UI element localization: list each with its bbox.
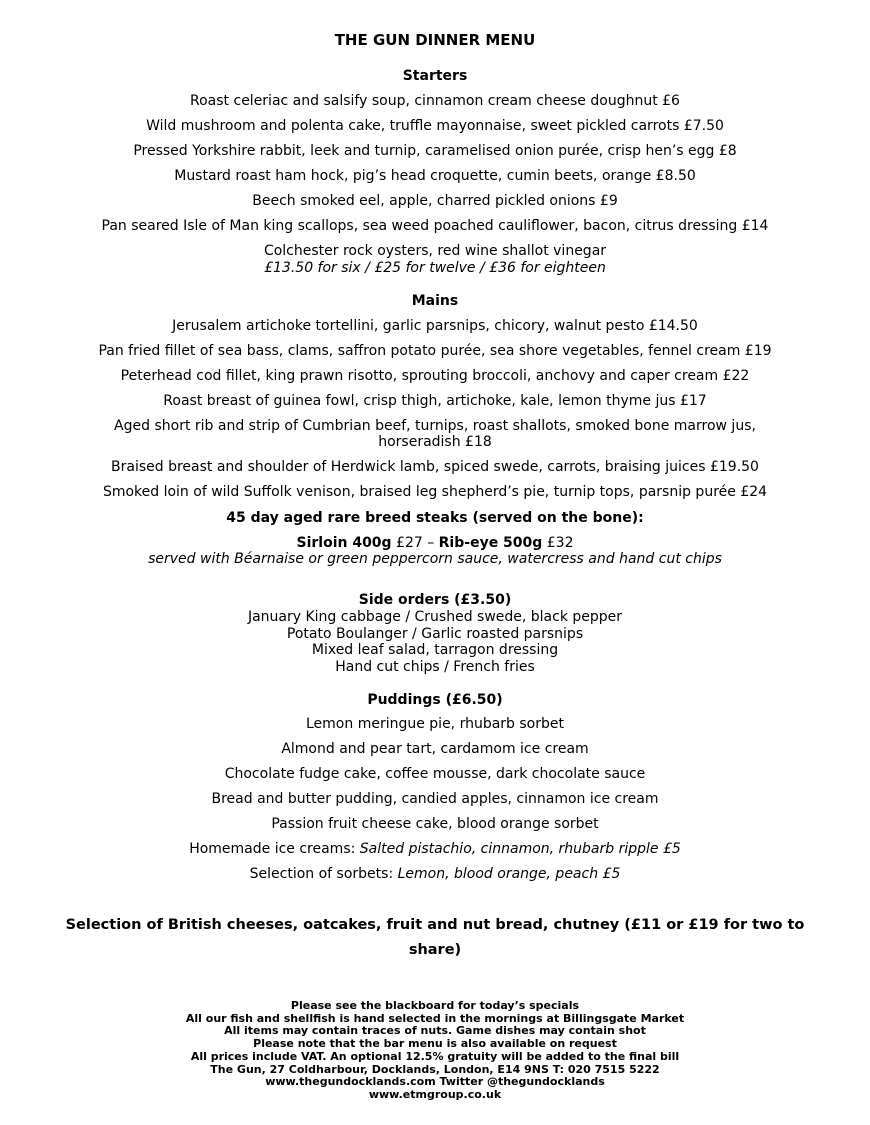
starter-item: Mustard roast ham hock, pig’s head croquette, cumin beets, orange £8.50 [174, 168, 696, 184]
ice-cream-flavours: Salted pistachio, cinnamon, rhubarb ripple £5 [359, 841, 681, 857]
cheese-selection: Selection of British cheeses, oatcakes, fruit and nut bread, chutney (£11 or £19 for two to share) [65, 917, 805, 958]
steak-options [0, 535, 870, 552]
pudding-item: Lemon meringue pie, rhubarb sorbet [306, 716, 564, 732]
footer-line: All prices include VAT. An optional 12.5% gratuity will be added to the final bill [190, 1049, 680, 1063]
footer-line: All items may contain traces of nuts. Game dishes may contain shot [224, 1024, 646, 1038]
sorbet-label: Selection of sorbets: [249, 866, 394, 882]
steak-served-with: served with Béarnaise or green peppercorn sauce, watercress and hand cut chips [148, 551, 722, 567]
side-item: January King cabbage / Crushed swede, black pepper [247, 609, 623, 625]
steaks-heading: 45 day aged rare breed steaks (served on the bone): [226, 510, 644, 526]
ribeye-label: Rib-eye 500g [438, 535, 543, 551]
footer-group-website: www.etmgroup.co.uk [368, 1087, 502, 1101]
side-item: Potato Boulanger / Garlic roasted parsnips [286, 625, 584, 642]
starter-item: Pressed Yorkshire rabbit, leek and turnip, caramelised onion purée, crisp hen’s egg £8 [133, 143, 737, 159]
sirloin-price: £27 – [396, 535, 435, 551]
sirloin-label: Sirloin 400g [296, 535, 392, 551]
main-item: Pan fried fillet of sea bass, clams, saffron potato purée, sea shore vegetables, fennel cream £19 [98, 343, 772, 359]
footer-address: The Gun, 27 Coldharbour, Docklands, London, E14 9NS T: 020 7515 5222 [210, 1062, 660, 1076]
footer-line: Please see the blackboard for today’s specials [290, 999, 580, 1012]
pudding-item: Chocolate fudge cake, coffee mousse, dark chocolate sauce [224, 766, 646, 782]
main-item: Braised breast and shoulder of Herdwick lamb, spiced swede, carrots, braising juices £19.50 [111, 459, 759, 475]
mains-heading: Mains [411, 293, 459, 309]
main-item: Jerusalem artichoke tortellini, garlic parsnips, chicory, walnut pesto £14.50 [172, 318, 698, 334]
puddings-heading: Puddings (£6.50) [367, 692, 503, 708]
main-item: Roast breast of guinea fowl, crisp thigh, artichoke, kale, lemon thyme jus £17 [163, 393, 707, 409]
sides-heading: Side orders (£3.50) [358, 592, 512, 608]
ice-cream-item [0, 841, 870, 858]
menu-title: THE GUN DINNER MENU [334, 31, 536, 49]
sides-list [0, 609, 870, 676]
ribeye-price: £32 [546, 535, 574, 551]
ice-cream-label: Homemade ice creams: [189, 841, 356, 857]
starters-heading: Starters [402, 68, 468, 84]
footer-line: All our fish and shellfish is hand selected in the mornings at Billingsgate Market [185, 1011, 685, 1025]
pudding-item: Passion fruit cheese cake, blood orange sorbet [271, 816, 599, 832]
pudding-item: Almond and pear tart, cardamom ice cream [281, 741, 589, 757]
sorbet-item [0, 866, 870, 883]
starter-item: Colchester rock oysters, red wine shallot vinegar [263, 243, 607, 259]
starter-item: Roast celeriac and salsify soup, cinnamon cream cheese doughnut £6 [190, 93, 680, 109]
oyster-prices: £13.50 for six / £25 for twelve / £36 for eighteen [264, 260, 606, 276]
side-item: Hand cut chips / French fries [335, 659, 535, 676]
footer-website-twitter: www.thegundocklands.com Twitter @thegundocklands [265, 1075, 605, 1089]
side-item: Mixed leaf salad, tarragon dressing [311, 642, 559, 659]
main-item: Peterhead cod fillet, king prawn risotto, sprouting broccoli, anchovy and caper cream £22 [120, 368, 750, 384]
starter-item: Pan seared Isle of Man king scallops, sea weed poached cauliflower, bacon, citrus dressing £14 [101, 218, 769, 234]
starter-item: Wild mushroom and polenta cake, truffle mayonnaise, sweet pickled carrots £7.50 [146, 118, 724, 134]
footer-notes [0, 1000, 870, 1102]
main-item-continued: horseradish £18 [378, 434, 492, 450]
main-item: Smoked loin of wild Suffolk venison, braised leg shepherd’s pie, turnip tops, parsnip purée £24 [102, 484, 768, 500]
main-item: Aged short rib and strip of Cumbrian beef, turnips, roast shallots, smoked bone marrow jus, [114, 418, 756, 434]
starter-item: Beech smoked eel, apple, charred pickled onions £9 [252, 193, 618, 209]
sorbet-flavours: Lemon, blood orange, peach £5 [397, 866, 621, 882]
footer-line: Please note that the bar menu is also available on request [253, 1037, 617, 1051]
pudding-item: Bread and butter pudding, candied apples, cinnamon ice cream [211, 791, 659, 807]
